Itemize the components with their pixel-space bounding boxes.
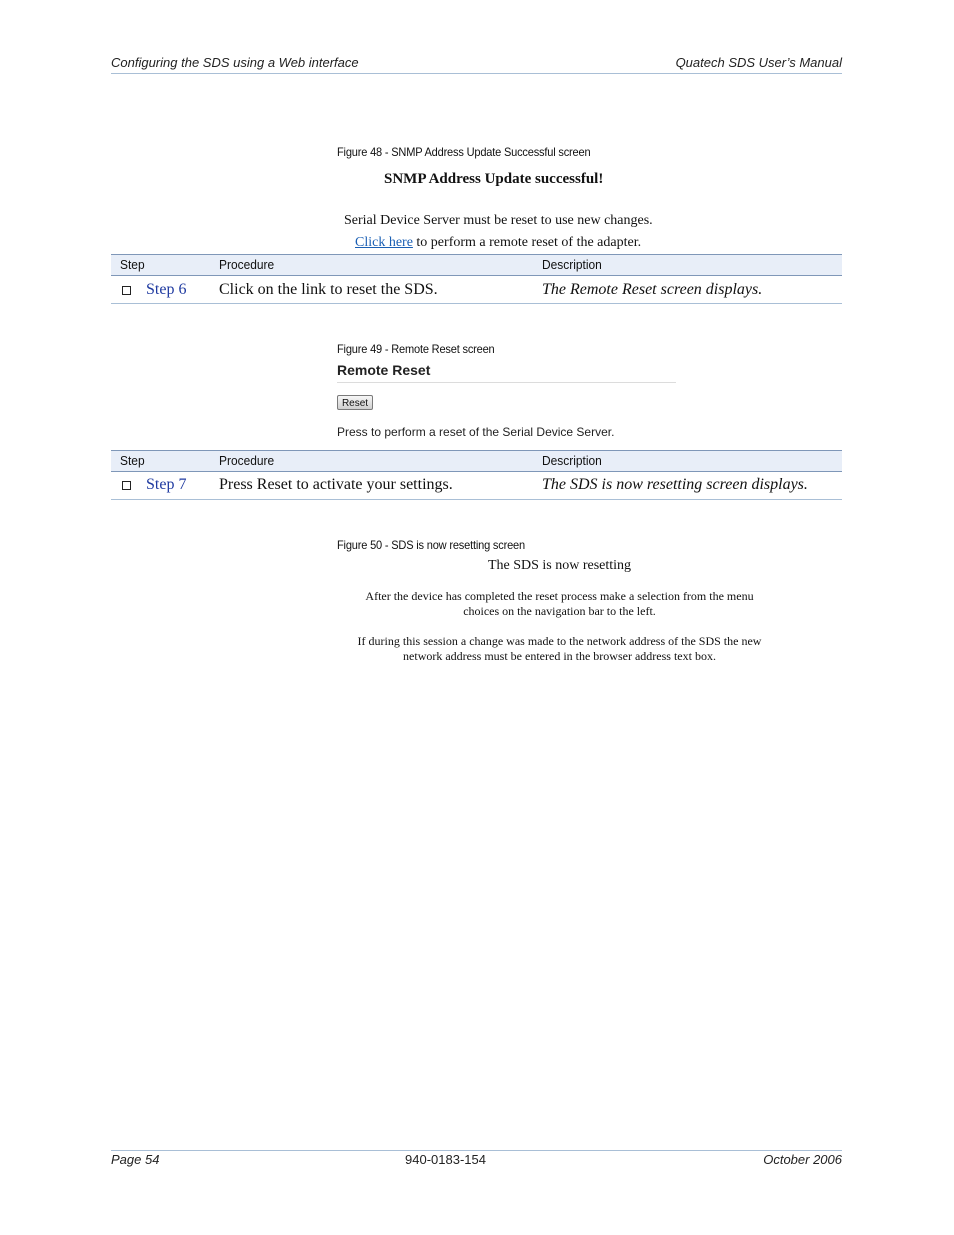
table1-step[interactable]: Step 6 bbox=[146, 281, 187, 298]
table1-procedure: Click on the link to reset the SDS. bbox=[219, 281, 438, 298]
footer-page: Page 54 bbox=[111, 1152, 160, 1167]
resetting-para2-line2: network address must be entered in the browser address text box. bbox=[403, 649, 716, 663]
figure48-line1: Serial Device Server must be reset to use new changes. bbox=[344, 213, 653, 228]
resetting-title: The SDS is now resetting bbox=[487, 558, 632, 573]
resetting-para2-line1: If during this session a change was made to the network address of the SDS the new bbox=[357, 634, 762, 648]
table2-step[interactable]: Step 7 bbox=[146, 476, 187, 493]
figure48-caption: Figure 48 - SNMP Address Update Successful screen bbox=[337, 145, 591, 159]
header-right: Quatech SDS User’s Manual bbox=[675, 55, 842, 70]
table1-header-step: Step bbox=[120, 257, 145, 272]
table1-header-procedure: Procedure bbox=[219, 257, 275, 272]
table2-header-description: Description bbox=[542, 453, 602, 468]
figure49-caption: Figure 49 - Remote Reset screen bbox=[337, 342, 495, 356]
figure50-caption: Figure 50 - SDS is now resetting screen bbox=[337, 538, 525, 552]
table2-row-divider bbox=[111, 499, 842, 500]
header-left: Configuring the SDS using a Web interface bbox=[111, 55, 359, 70]
table2-header-step: Step bbox=[120, 453, 145, 468]
figure48-line2-rest: to perform a remote reset of the adapter. bbox=[412, 235, 642, 250]
table2-procedure: Press Reset to activate your settings. bbox=[219, 476, 453, 493]
table1-header-description: Description bbox=[542, 257, 602, 272]
footer-rule bbox=[111, 1150, 842, 1151]
table2-description: The SDS is now resetting screen displays. bbox=[542, 476, 808, 493]
table1-description: The Remote Reset screen displays. bbox=[542, 281, 763, 298]
resetting-para1-line2: choices on the navigation bar to the left. bbox=[463, 604, 656, 618]
header-rule bbox=[111, 73, 842, 74]
figure48-line2 bbox=[355, 235, 641, 251]
table1-header-row bbox=[111, 254, 842, 276]
resetting-para1 bbox=[337, 589, 782, 619]
resetting-para2 bbox=[333, 634, 786, 664]
remote-reset-note: Press to perform a reset of the Serial Device Server. bbox=[337, 425, 615, 439]
footer-doc-number: 940-0183-154 bbox=[405, 1152, 486, 1167]
remote-reset-title: Remote Reset bbox=[337, 362, 431, 378]
resetting-para1-line1: After the device has completed the reset process make a selection from the menu bbox=[365, 589, 754, 603]
remote-reset-divider bbox=[337, 382, 676, 383]
footer-date: October 2006 bbox=[763, 1152, 842, 1167]
figure48-title: SNMP Address Update successful! bbox=[384, 171, 604, 187]
table2-header-row bbox=[111, 450, 842, 472]
checkbox-bullet-icon bbox=[122, 481, 131, 490]
reset-button[interactable]: Reset bbox=[337, 395, 373, 410]
click-here-link[interactable]: Click here bbox=[355, 235, 413, 250]
table1-row-divider bbox=[111, 303, 842, 304]
table2-header-procedure: Procedure bbox=[219, 453, 275, 468]
checkbox-bullet-icon bbox=[122, 286, 131, 295]
